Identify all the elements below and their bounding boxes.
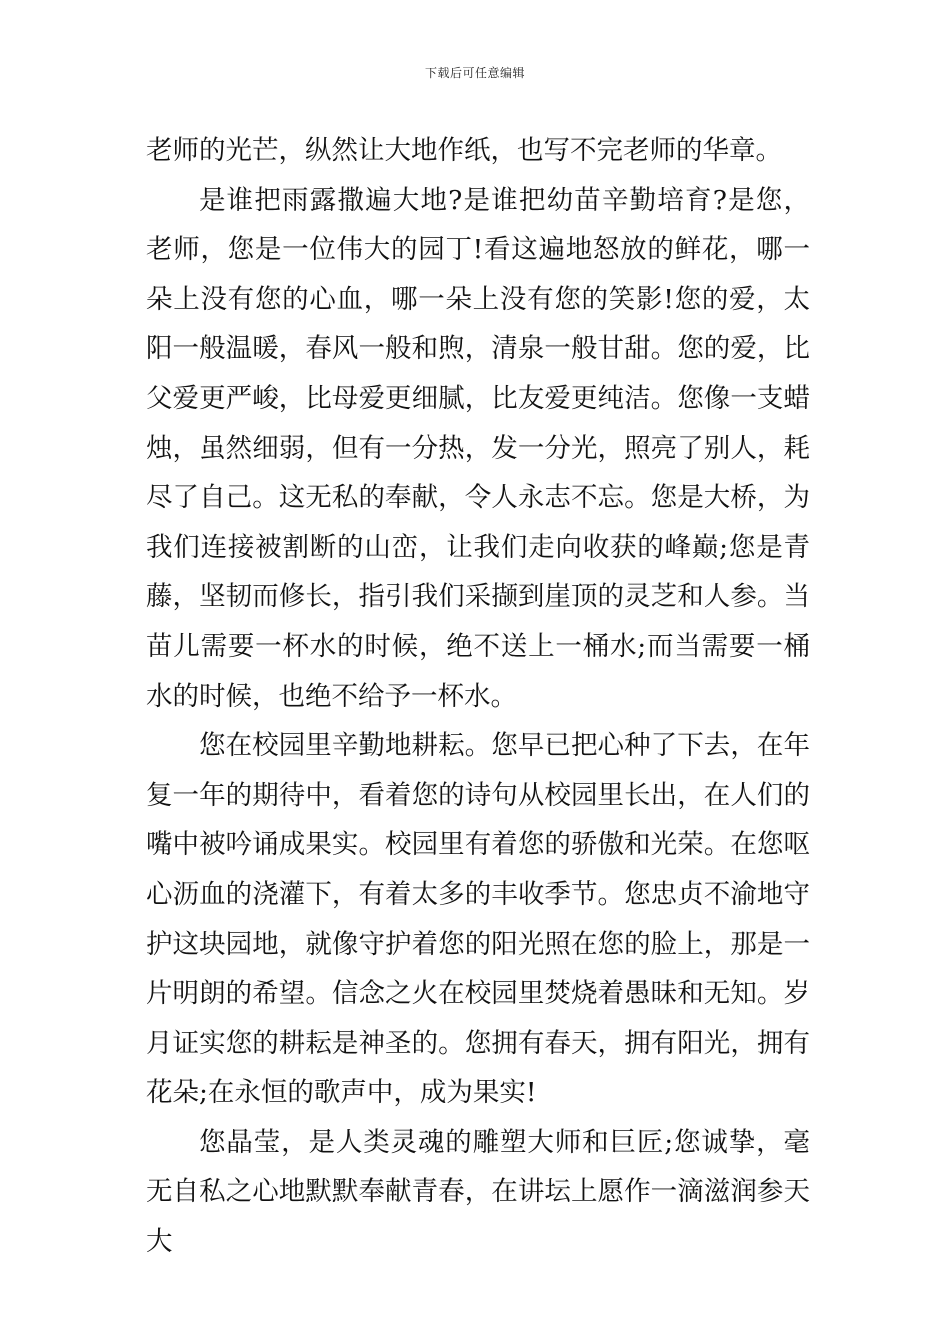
paragraph: 您在校园里辛勤地耕耘。您早已把心种了下去，在年复一年的期待中，看着您的诗句从校园里长出，在人们的嘴中被吟诵成果实。校园里有着您的骄傲和光荣。在您呕心沥血的浇灌下，有着太多的丰收季节。您忠贞不渝地守护这块园地，就像守护着您的阳光照在您的脸上，那是一片明朗的希望。信念之火在校园里焚烧着愚昧和无知。岁月证实您的耕耘是神圣的。您拥有春天，拥有阳光，拥有花朵;在永恒的歌声中，成为果实! bbox=[146, 730, 810, 1109]
page-header: 下载后可任意编辑 bbox=[424, 66, 525, 80]
paragraph: 是谁把雨露撒遍大地?是谁把幼苗辛勤培育?是您，老师，您是一位伟大的园丁!看这遍地怒放的鲜花，哪一朵上没有您的心血，哪一朵上没有您的笑影!您的爱，太阳一般温暖，春风一般和煦，清泉一般甘甜。您的爱，比父爱更严峻，比母爱更细腻，比友爱更纯洁。您像一支蜡烛，虽然细弱，但有一分热，发一分光，照亮了别人，耗尽了自己。这无私的奉献，令人永志不忘。您是大桥，为我们连接被割断的山峦，让我们走向收获的峰巅;您是青藤，坚韧而修长，指引我们采撷到崖顶的灵芝和人参。当苗儿需要一杯水的时候，绝不送上一桶水;而当需要一桶水的时候，也绝不给予一杯水。 bbox=[146, 184, 810, 712]
document-body bbox=[146, 126, 810, 1267]
paragraph: 您晶莹，是人类灵魂的雕塑大师和巨匠;您诚挚，毫无自私之心地默默奉献青春，在讲坛上愿作一滴滋润参天大 bbox=[146, 1126, 810, 1258]
paragraph-continuation: 老师的光芒，纵然让大地作纸，也写不完老师的华章。 bbox=[146, 135, 782, 166]
